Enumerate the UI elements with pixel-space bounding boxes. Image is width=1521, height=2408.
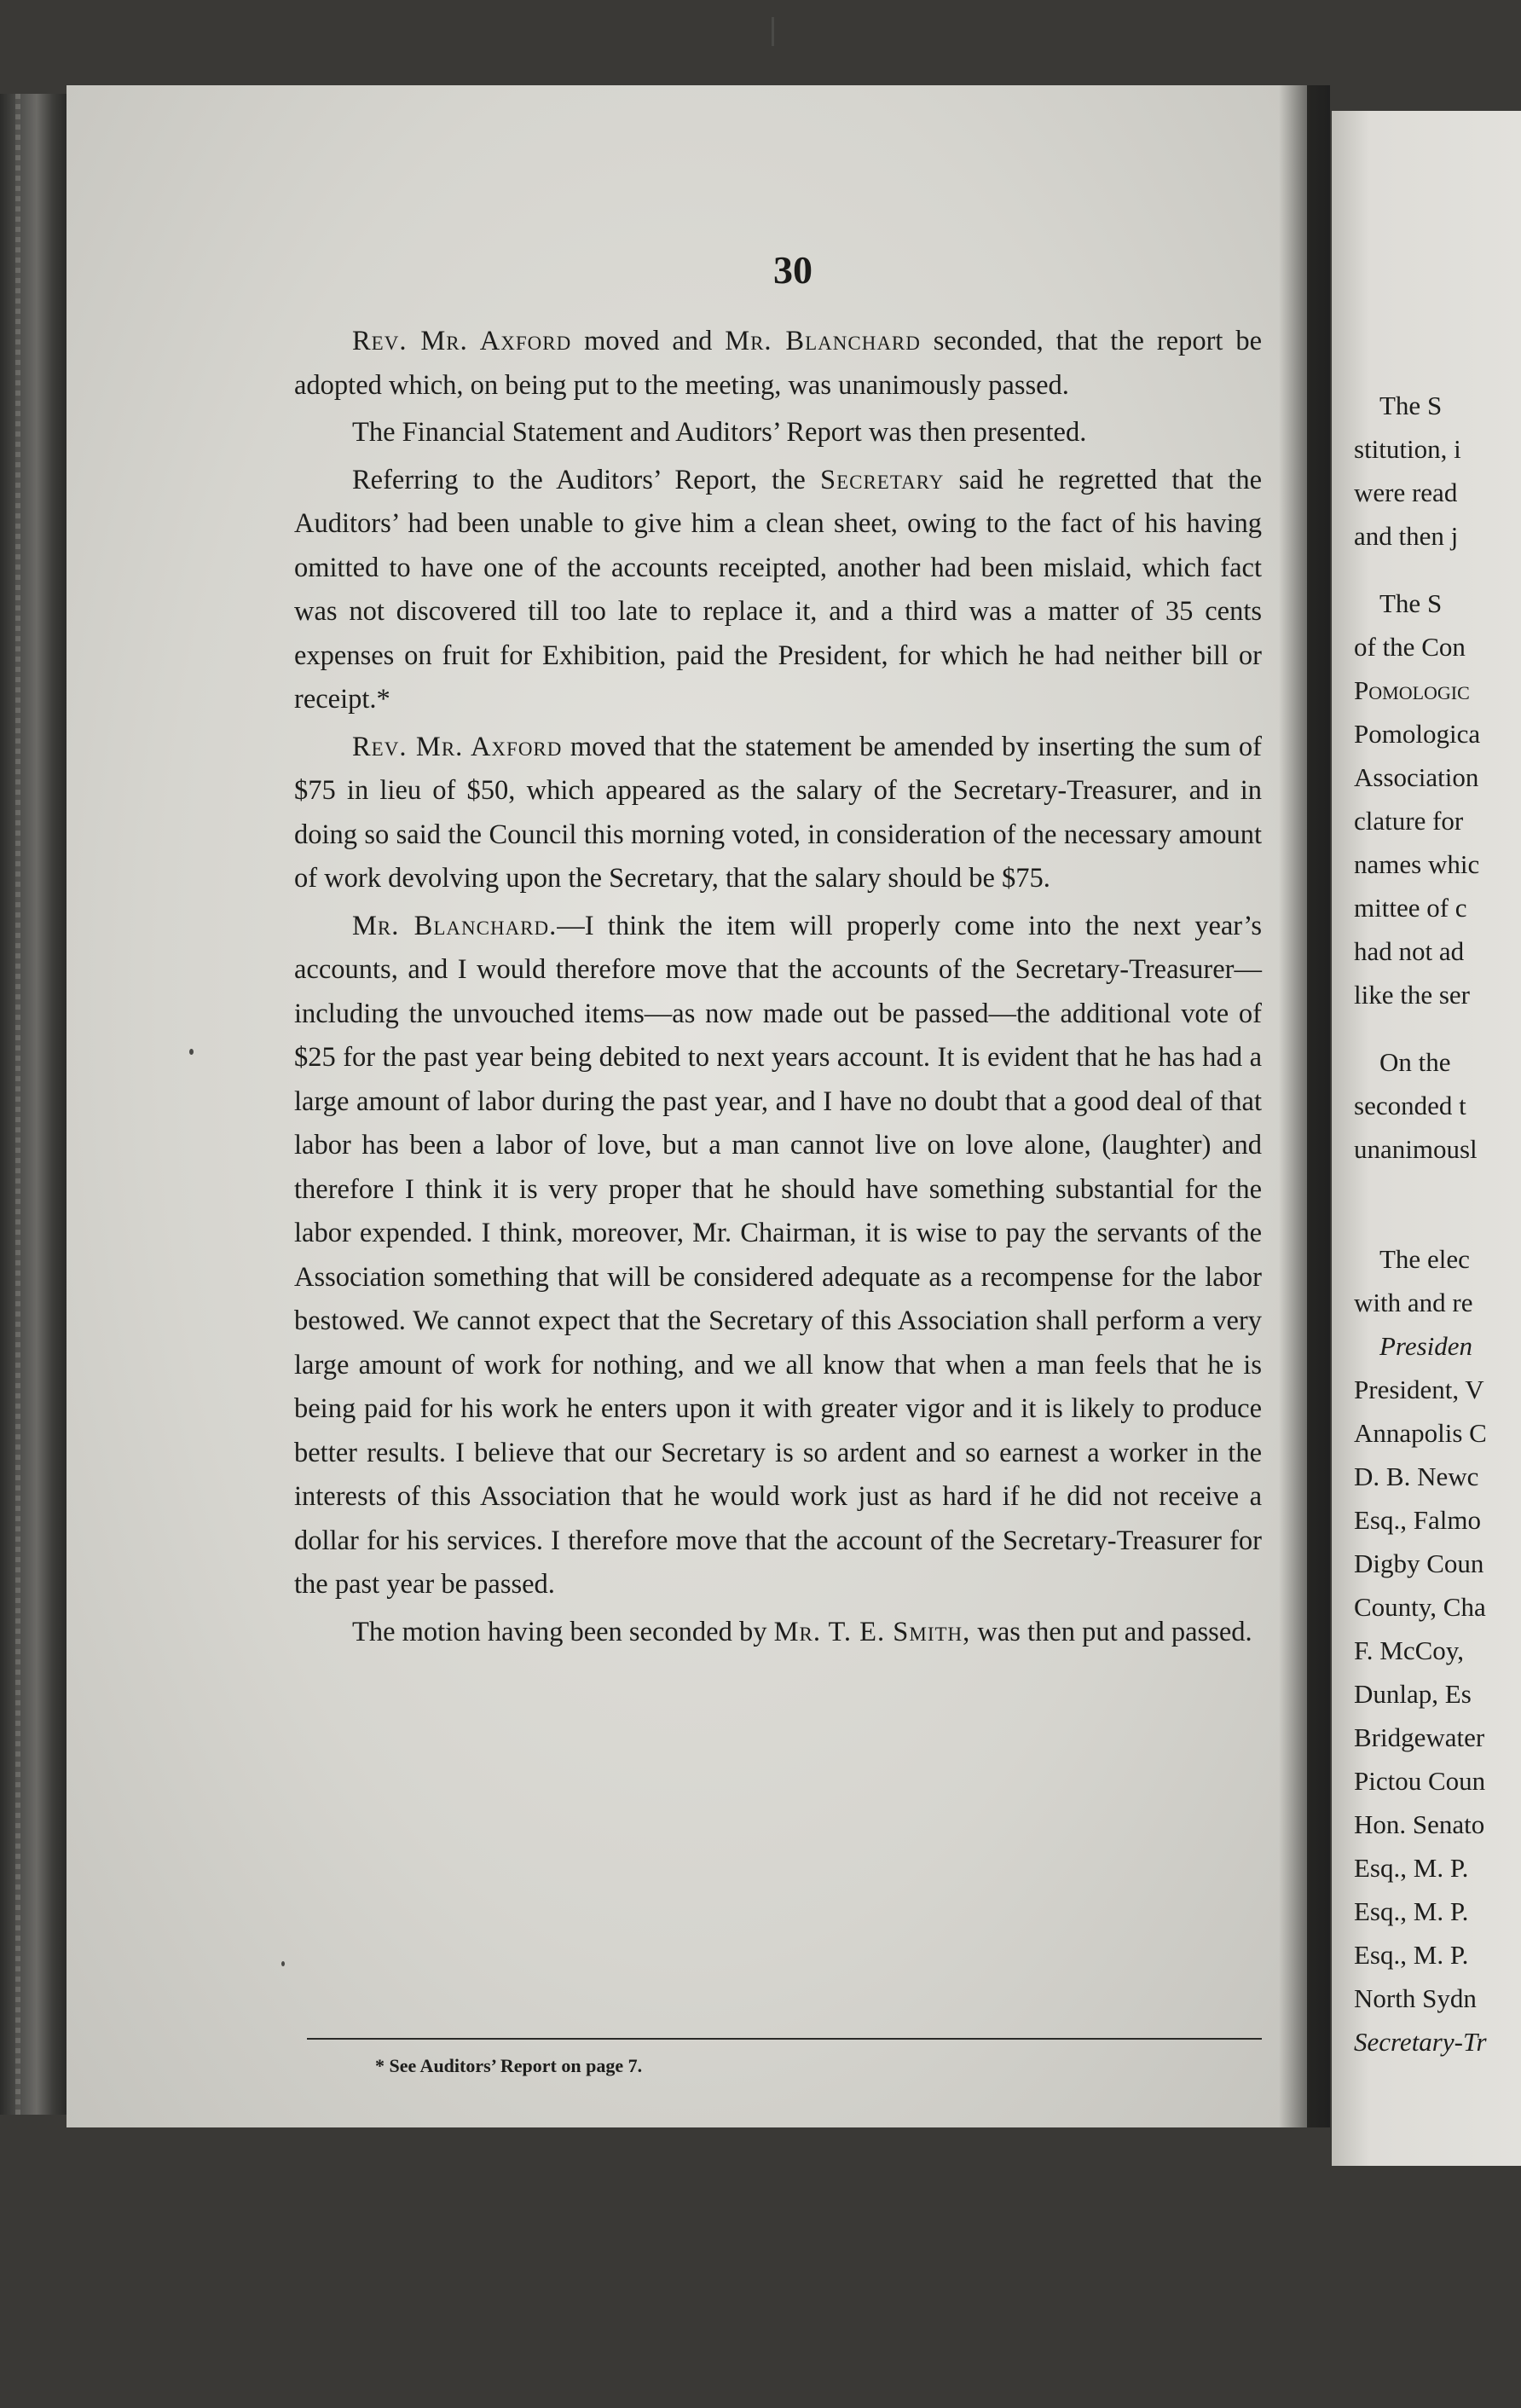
facing-page-line: Dunlap, Es [1354,1679,1472,1709]
facing-page-line: stitution, i [1354,434,1461,464]
paragraph-text: said he regretted that the Auditors’ had been unable to give him a clean sheet, owing to the fact of his having omitted to have one of the accounts receipted, another had been mislaid, which fact was not discovered till too late to replace it, and a third was a matter of 35 cents expenses on fruit for Exhibition, paid the President, for which he had neither bill or receipt.* [294,464,1262,715]
facing-page-line: had not ad [1354,936,1465,966]
book-spine [0,94,67,2115]
facing-page-line: Secretary-Tr [1354,2027,1487,2057]
facing-page-line: of the Con [1354,632,1466,662]
page-gutter [1279,85,1330,2127]
facing-page-line: Esq., M. P. [1354,1896,1469,1926]
facing-page-line: Pictou Coun [1354,1766,1486,1796]
speaker-name: Rev. Mr. Axford [352,731,563,762]
page-number: 30 [773,248,813,292]
paragraph-text: Referring to the Auditors’ Report, the [352,464,820,495]
facing-page-line: were read [1354,478,1458,507]
speaker-name: Secretary [820,464,945,495]
facing-page-line: Annapolis C [1354,1418,1487,1448]
facing-page-line: Digby Coun [1354,1548,1484,1578]
facing-page-line: and then j [1354,521,1459,551]
facing-page-line: Bridgewater [1354,1722,1485,1752]
facing-page-line: seconded t [1354,1091,1466,1120]
paper-mark [189,1049,194,1055]
facing-page-line: North Sydn [1354,1983,1477,2013]
paragraph-text: The motion having been seconded by [352,1616,774,1647]
facing-page-line: unanimousl [1354,1134,1478,1164]
paper-mark [772,17,774,46]
facing-page-line: Esq., M. P. [1354,1853,1469,1883]
facing-page-line: with and re [1354,1288,1473,1317]
line-gap [1354,1016,1521,1040]
facing-page-line: Association [1354,762,1479,792]
facing-page-line: Presiden [1379,1331,1473,1361]
facing-page-line: President, V [1354,1375,1484,1404]
paragraph-text: The Financial Statement and Auditors’ Report was then presented. [352,417,1087,448]
facing-page-line: like the ser [1354,980,1471,1010]
facing-page-line: names whic [1354,849,1480,879]
paragraph [294,1611,1262,1655]
facing-page-line: The S [1379,391,1443,420]
paragraph [294,726,1262,901]
facing-page-line: Pomologica [1354,719,1481,749]
speaker-name: Mr. Blanchard. [352,910,558,941]
facing-page-line: Hon. Senato [1354,1809,1485,1839]
facing-page-line: D. B. Newc [1354,1462,1479,1491]
facing-page-line: clature for [1354,806,1464,836]
facing-page-line: The S [1379,588,1443,618]
paragraph-text: moved and [571,326,726,356]
paragraph-text: moved that the statement be amended by inserting the sum of $75 in lieu of $50, which appeared as the salary of the Secretary-Treasurer, and in doing so said the Council this morning voted, in consideration of the necessary amount of work devolving upon the Secretary, that the salary should be $75. [294,731,1263,894]
paragraph [294,411,1262,455]
footnote: * See Auditors’ Report on page 7. [375,2055,643,2076]
speaker-name: Rev. Mr. Axford [352,326,572,356]
facing-page-line: Pomologic [1354,675,1470,705]
paragraph [294,459,1262,722]
paragraph [294,320,1262,408]
facing-page-text [1354,384,1521,2064]
facing-page-line: The elec [1379,1244,1470,1274]
paragraph [294,905,1262,1607]
speaker-name: Mr. T. E. Smith, [773,1616,971,1647]
paragraph-text: —I think the item will properly come into the next year’s accounts, and I would therefore move that the accounts of the Secretary-Treasurer—including the unvouched items—as now made out be passed—the additional vote of $25 for the past year being debited to next years account. It is evident that he has had a large amount of labor during the past year, and I have no doubt that a good deal of that labor has been a labor of love, but a man cannot live on love alone, (laughter) and therefore I think it is very proper that he should have something substantial for the labor expended. I think, moreover, Mr. Chairman, it is wise to pay the servants of the Association something that will be considered adequate as a recompense for the labor bestowed. We cannot expect that the Secretary of this Association shall perform a very large amount of work for nothing, and we all know that when a man feels that he is being paid for his work he enters upon it with greater vigor and it is likely to produce better results. I believe that our Secretary is so ardent and so earnest a worker in the interests of this Association that he would work just as hard if he did not receive a dollar for his services. I therefore move that the account of the Secretary-Treasurer for the past year be passed. [294,910,1262,1600]
body-text [294,320,1262,1658]
paragraph-text: seconded, that the report be adopted which, on being put to the meeting, was unanimously passed. [294,326,1262,401]
paper-mark [281,1961,285,1966]
line-gap [1354,558,1521,582]
footnote-rule [307,2038,1262,2040]
paragraph-text: was then put and passed. [970,1616,1252,1647]
facing-page-line: Esq., M. P. [1354,1940,1469,1970]
speaker-name: Mr. Blanchard [725,326,921,356]
line-gap [1354,1171,1521,1237]
facing-page-line: Esq., Falmo [1354,1505,1481,1535]
facing-page-line: County, Cha [1354,1592,1486,1622]
facing-page-line: F. McCoy, [1354,1635,1464,1665]
facing-page-line: mittee of c [1354,893,1467,923]
facing-page-line: On the [1379,1047,1451,1077]
